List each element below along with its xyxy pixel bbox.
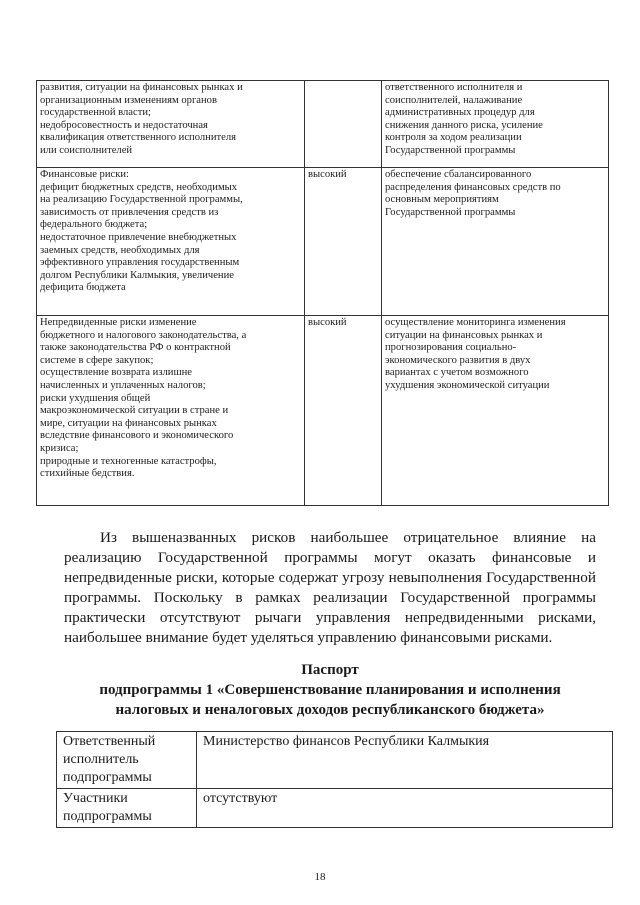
risk-cell: развития, ситуации на финансовых рынках и организационным изменениям органов государственной власти; недобросовестность и недостаточная квалификация ответственного исполнителя или соисполнителей: [37, 81, 305, 168]
risk-level-cell: высокий: [305, 168, 382, 316]
table-row: [37, 168, 609, 316]
measures-cell: обеспечение сбалансированного распределения финансовых средств по основным мероприятиям Государственной программы: [382, 168, 609, 316]
page-number: 18: [314, 871, 326, 883]
measures-cell: ответственного исполнителя и соисполнителей, налаживание административных процедур для снижения данного риска, усиление контроля за ходом реализации Государственной программы: [382, 81, 609, 168]
table-row: [57, 732, 613, 789]
risk-level-cell: высокий: [305, 316, 382, 506]
risk-table: [36, 80, 609, 506]
passport-value-cell: отсутствуют: [197, 789, 613, 828]
measures-cell: осуществление мониторинга изменения ситуации на финансовых рынках и прогнозирования социально- экономического развития в двух вариантах с учетом возможного ухудшения экономической ситуации: [382, 316, 609, 506]
table-row: [37, 316, 609, 506]
passport-label-cell: Ответственный исполнитель подпрограммы: [57, 732, 197, 789]
risk-summary-paragraph: Из вышеназванных рисков наибольшее отрицательное влияние на реализацию Государственной программы могут оказать финансовые и непредвиденные риски, которые содержат угрозу невыполнения Государственной программы. Поскольку в рамках реализации Государственной программы практически отсутствуют рычаги управления непредвиденными рисками, наибольшее внимание будет уделяться управлению финансовыми рисками.: [64, 529, 596, 646]
table-row: [57, 789, 613, 828]
passport-value-cell: Министерство финансов Республики Калмыкия: [197, 732, 613, 789]
passport-title: Паспорт: [301, 662, 359, 678]
passport-subtitle: подпрограммы 1 «Совершенствование планирования и исполнения налоговых и неналоговых доходов республиканского бюджета»: [99, 682, 561, 718]
risk-cell: Непредвиденные риски изменение бюджетного и налогового законодательства, а также законодательства РФ о контрактной системе в сфере закупок; осуществление возврата излишне начисленных и уплаченных налогов; риски ухудшения общей макроэкономической ситуации в стране и мире, ситуации на финансовых рынках вследствие финансового и экономического кризиса; природные и техногенные катастрофы, стихийные бедствия.: [37, 316, 305, 506]
risk-level-cell: [305, 81, 382, 168]
table-row: [37, 81, 609, 168]
risk-cell: Финансовые риски: дефицит бюджетных средств, необходимых на реализацию Государственной программы, зависимость от привлечения средств из федерального бюджета; недостаточное привлечение внебюджетных заемных средств, необходимых для эффективного управления государственным долгом Республики Калмыкия, увеличение дефицита бюджета: [37, 168, 305, 316]
passport-label-cell: Участники подпрограммы: [57, 789, 197, 828]
passport-table: [56, 731, 613, 828]
